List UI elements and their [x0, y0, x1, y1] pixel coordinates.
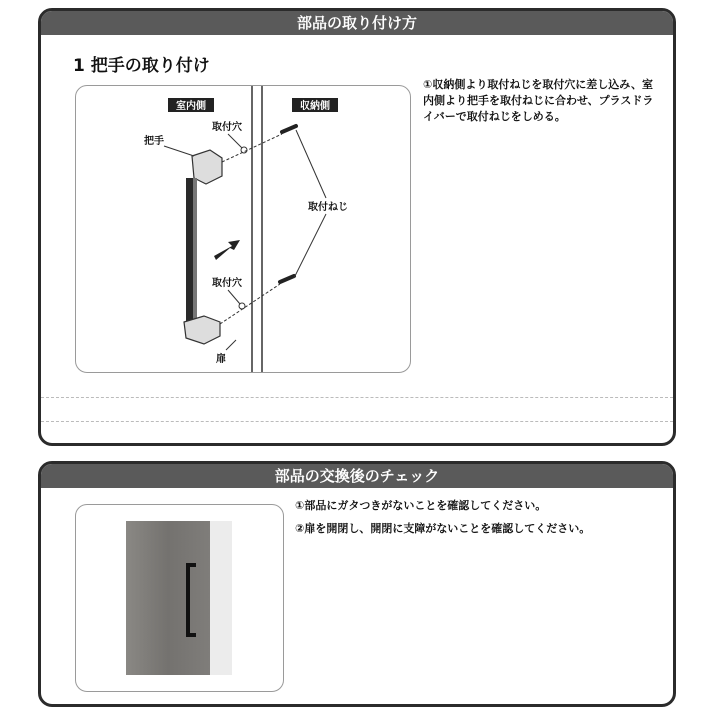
- label-door: 扉: [216, 354, 226, 365]
- divider-dashed: [41, 397, 673, 398]
- direction-arrow: [214, 240, 240, 260]
- check-illustration: [75, 504, 284, 692]
- door-side: [210, 521, 232, 675]
- label-handle: 把手: [144, 136, 164, 147]
- label-indoor: 室内側: [176, 101, 206, 112]
- door-panel: [126, 521, 210, 675]
- check-item: ②扉を開閉し、開閉に支障がないことを確認してください。: [295, 522, 591, 535]
- door-handle-bottom: [186, 633, 196, 637]
- divider-dashed: [41, 421, 673, 422]
- label-storage: 収納側: [300, 101, 330, 112]
- installation-header: 部品の取り付け方: [41, 11, 673, 35]
- installation-panel: [38, 8, 676, 446]
- label-screw: 取付ねじ: [308, 202, 348, 213]
- guide-bottom: [220, 284, 280, 324]
- check-panel: [38, 461, 676, 707]
- door-photo: [76, 505, 283, 691]
- label-hole-bottom: 取付穴: [212, 278, 242, 289]
- leader-hole-top: [228, 134, 242, 148]
- leader-handle: [164, 146, 194, 156]
- handle-bottom-mount: [184, 316, 220, 344]
- label-hole-top: 取付穴: [212, 122, 242, 133]
- screw-bottom: [280, 276, 294, 282]
- check-list: [295, 498, 665, 544]
- installation-illustration: [75, 85, 411, 373]
- handle-bar-highlight: [193, 178, 197, 326]
- step1-instruction: ①収納側より取付ねじを取付穴に差し込み、室内側より把手を取付ねじに合わせ、プラスドライバーで取付ねじをしめる。: [423, 78, 654, 123]
- leader-screw-bottom: [294, 214, 326, 278]
- leader-screw-top: [296, 130, 326, 198]
- section-title: 1 把手の取り付け: [73, 56, 210, 76]
- check-header: 部品の交換後のチェック: [41, 464, 673, 488]
- leader-door: [226, 340, 236, 350]
- installation-diagram: [76, 86, 410, 372]
- door-handle-bar: [186, 563, 190, 637]
- door-handle-top: [186, 563, 196, 567]
- leader-hole-bottom: [228, 290, 240, 304]
- check-item: ①部品にガタつきがないことを確認してください。: [295, 499, 547, 512]
- screw-top: [282, 126, 296, 132]
